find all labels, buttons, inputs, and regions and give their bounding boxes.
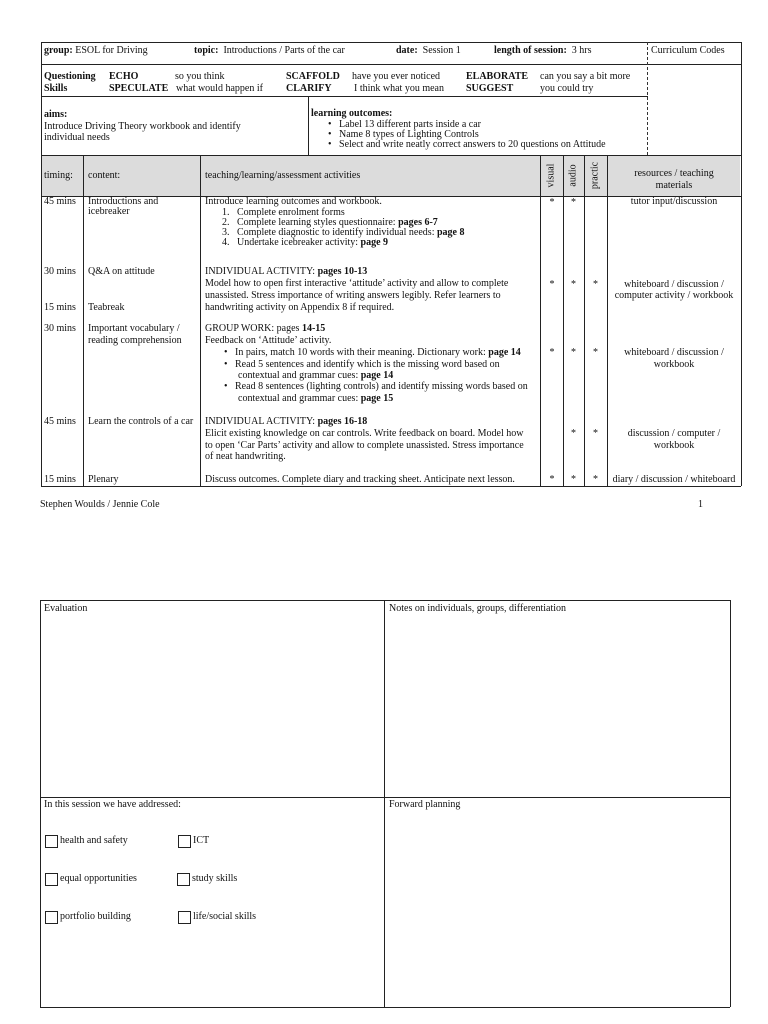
date-value: Session 1 [422, 45, 461, 56]
scaffold-text: have you ever noticed [352, 71, 441, 82]
forward-planning-label: Forward planning [389, 799, 461, 810]
outcome-item: • Label 13 different parts inside a car [328, 119, 481, 130]
group-label: group: [44, 45, 73, 56]
row-bullet-2-cont: contextual and grammar cues: page 14 [238, 370, 394, 381]
speculate-label: SPECULATE [109, 83, 169, 94]
outcome-item: • Name 8 types of Lighting Controls [328, 129, 479, 140]
date-field [396, 45, 461, 57]
row-content-line-2: icebreaker [88, 206, 130, 217]
timing-header: timing: [44, 170, 73, 181]
skills-label: Skills [44, 83, 68, 94]
topic-label: topic: [194, 45, 219, 56]
clarify-text: I think what you mean [354, 83, 444, 94]
row-resources-line-1: whiteboard / discussion / [624, 347, 724, 358]
audio-mark: * [571, 428, 576, 439]
topic-field [194, 45, 345, 57]
row-activity-title: INDIVIDUAL ACTIVITY: pages 16-18 [205, 416, 368, 427]
learning-outcomes-list [328, 120, 606, 150]
resources-header-line-2: materials [655, 180, 693, 191]
visual-mark: * [549, 347, 555, 358]
aims-line-1: Introduce Driving Theory workbook and identify [44, 121, 241, 132]
row-bullet-2: • Read 5 sentences and identify which is the missing word based on [224, 359, 500, 370]
echo-label: ECHO [109, 71, 139, 82]
addressed-label: In this session we have addressed: [44, 799, 181, 810]
group-value: ESOL for Driving [75, 45, 148, 56]
list-item: 1. Complete enrolment forms [222, 207, 345, 218]
audio-mark: * [571, 347, 576, 358]
row-activity-line-1: Feedback on ‘Attitude’ activity. [205, 335, 332, 346]
row-bullet-3: • Read 8 sentences (lighting controls) and identify missing words based on [224, 381, 528, 392]
row-timing: 30 mins [44, 266, 76, 277]
practic-header: practic [589, 161, 601, 190]
row-content: Teabreak [88, 302, 125, 313]
equal-opportunities-label: equal opportunities [60, 873, 137, 884]
row-timing: 15 mins [44, 474, 76, 485]
length-field [494, 45, 592, 57]
practic-mark: * [593, 347, 598, 358]
list-item: 3. Complete diagnostic to identify individual needs: page 8 [222, 227, 465, 238]
row-resources-line-1: whiteboard / discussion / [624, 279, 724, 290]
row-content-line-1: Important vocabulary / [88, 323, 180, 334]
questioning-label: Questioning [44, 71, 96, 82]
visual-mark: * [549, 474, 555, 485]
row-content: Learn the controls of a car [88, 416, 194, 427]
row-activity-list [222, 208, 464, 248]
content-header: content: [88, 170, 121, 181]
study-skills-checkbox[interactable] [177, 873, 190, 886]
aims-label: aims: [44, 109, 68, 120]
row-timing: 15 mins [44, 302, 76, 313]
row-resources-line-2: computer activity / workbook [614, 290, 734, 301]
life-social-checkbox[interactable] [178, 911, 191, 924]
outcome-item: • Select and write neatly correct answers to 20 questions on Attitude [328, 139, 606, 150]
portfolio-checkbox[interactable] [45, 911, 58, 924]
row-resources-line-1: discussion / computer / [627, 428, 721, 439]
audio-header: audio [567, 164, 579, 187]
row-activity-line-1: Model how to open first interactive ‘attitude’ activity and allow to complete [205, 278, 509, 289]
practic-mark: * [593, 428, 598, 439]
row-content: Q&A on attitude [88, 266, 155, 277]
activities-header: teaching/learning/assessment activities [205, 170, 361, 181]
row-resources-line-2: workbook [653, 359, 695, 370]
elaborate-label: ELABORATE [466, 71, 529, 82]
audio-mark: * [571, 474, 576, 485]
list-item: 4. Undertake icebreaker activity: page 9 [222, 237, 389, 248]
audio-mark: * [571, 197, 576, 208]
learning-outcomes-label: learning outcomes: [311, 108, 393, 119]
row-resources-line-2: workbook [653, 440, 695, 451]
practic-mark: * [593, 474, 598, 485]
notes-label: Notes on individuals, groups, differentiation [389, 603, 567, 614]
row-resources: tutor input/discussion [630, 196, 718, 207]
row-activity-line-3: of neat handwriting. [205, 451, 286, 462]
row-activity-line-3: handwriting activity on Appendix 8 if required. [205, 302, 395, 313]
footer-authors: Stephen Woulds / Jennie Cole [40, 499, 160, 510]
row-timing: 45 mins [44, 416, 76, 427]
speculate-text: what would happen if [176, 83, 263, 94]
visual-mark: * [549, 279, 555, 290]
visual-mark: * [549, 197, 555, 208]
row-content: Plenary [88, 474, 119, 485]
row-activity-intro: Introduce learning outcomes and workbook. [205, 196, 382, 207]
date-label: date: [396, 45, 418, 56]
row-activity-line-2: unassisted. Stress importance of writing answers legibly. Refer learners to [205, 290, 501, 301]
aims-line-2: individual needs [44, 132, 110, 143]
clarify-label: CLARIFY [286, 83, 332, 94]
echo-text: so you think [175, 71, 225, 82]
health-safety-label: health and safety [60, 835, 128, 846]
equal-opportunities-checkbox[interactable] [45, 873, 58, 886]
ict-label: ICT [193, 835, 210, 846]
portfolio-label: portfolio building [60, 911, 131, 922]
curriculum-codes-label: Curriculum Codes [651, 45, 725, 56]
page-number: 1 [698, 499, 703, 510]
row-activity-title: INDIVIDUAL ACTIVITY: pages 10-13 [205, 266, 368, 277]
topic-value: Introductions / Parts of the car [223, 45, 345, 56]
row-timing: 30 mins [44, 323, 76, 334]
row-resources: diary / discussion / whiteboard [612, 474, 736, 485]
resources-header-line-1: resources / teaching [634, 168, 714, 179]
length-label: length of session: [494, 45, 567, 56]
row-content-line-1: Introductions and [88, 196, 159, 207]
row-activity-line-1: Elicit existing knowledge on car controls. Write feedback on board. Model how [205, 428, 524, 439]
ict-checkbox[interactable] [178, 835, 191, 848]
row-activity-line-2: to open ‘Car Parts’ activity and allow to complete unassisted. Stress importance [205, 440, 524, 451]
group-field [44, 45, 148, 57]
study-skills-label: study skills [192, 873, 238, 884]
evaluation-label: Evaluation [44, 603, 88, 614]
practic-mark: * [593, 279, 598, 290]
row-timing: 45 mins [44, 196, 76, 207]
health-safety-checkbox[interactable] [45, 835, 58, 848]
row-bullet-3-cont: contextual and grammar cues: page 15 [238, 393, 394, 404]
list-item: 2. Complete learning styles questionnaire: pages 6-7 [222, 217, 438, 228]
suggest-text: you could try [540, 83, 594, 94]
row-bullet-1: • In pairs, match 10 words with their meaning. Dictionary work: page 14 [224, 347, 521, 358]
scaffold-label: SCAFFOLD [286, 71, 340, 82]
row-activity: Discuss outcomes. Complete diary and tracking sheet. Anticipate next lesson. [205, 474, 515, 485]
audio-mark: * [571, 279, 576, 290]
elaborate-text: can you say a bit more [540, 71, 631, 82]
row-activity-title: GROUP WORK: pages 14-15 [205, 323, 326, 334]
suggest-label: SUGGEST [466, 83, 514, 94]
visual-header: visual [545, 163, 557, 188]
life-social-label: life/social skills [193, 911, 257, 922]
row-content-line-2: reading comprehension [88, 335, 182, 346]
length-value: 3 hrs [571, 45, 592, 56]
